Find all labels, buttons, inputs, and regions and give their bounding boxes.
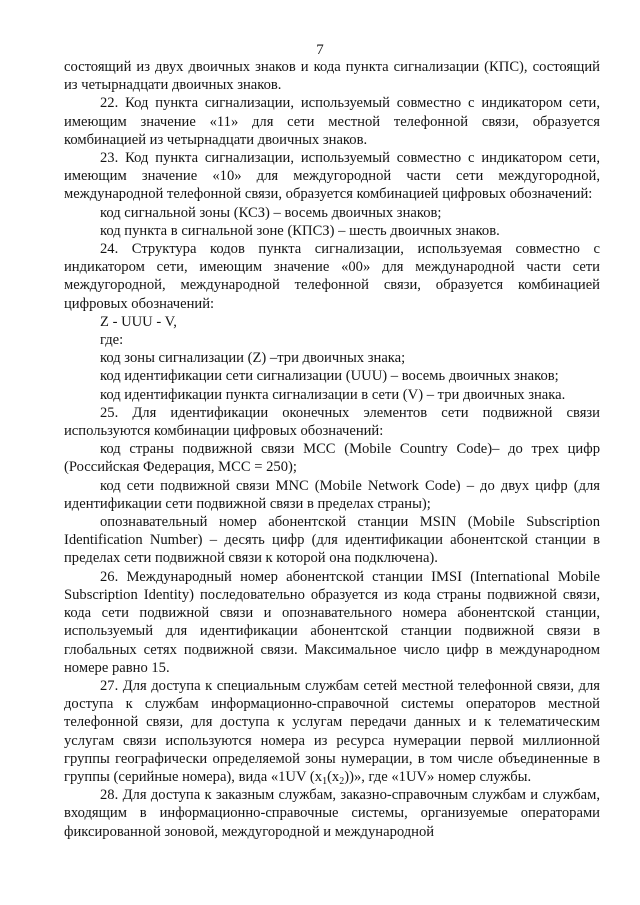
- where-label: где:: [100, 332, 124, 349]
- page-number: 7: [316, 42, 324, 58]
- paragraph-27-text: ))», где «1UV» номер службы.: [344, 768, 532, 785]
- subscript: 1: [322, 775, 328, 787]
- paragraph-23: 23. Код пункта сигнализации, используемый совместно с индикатором сети, имеющим значение «10» для междугородной части сети междугородной, международной телефонной связи, образуется комбинацией цифровых обозначений:: [64, 150, 600, 203]
- list-item: код сети подвижной связи MNC (Mobile Network Code) – до двух цифр (для идентификации сети подвижной связи в пределах страны);: [64, 477, 600, 512]
- subscript: 2: [339, 775, 345, 787]
- paragraph-27-text: (x: [327, 768, 340, 785]
- paragraph-27-text: 27. Для доступа к специальным службам сетей местной телефонной связи, для доступа к службам информационно-справочной системы операторов местной телефонной связи, для доступа к услугам передачи данных и к телематическим услугам связи используются номера из ресурса нумерации первой миллионной группы географически определяемой зоны нумерации, в том числе объединенные в группы (серийные номера), вида «1UV (x: [64, 677, 600, 785]
- list-item: код идентификации сети сигнализации (UUU) – восемь двоичных знаков;: [100, 368, 559, 385]
- paragraph-continued: состоящий из двух двоичных знаков и кода пункта сигнализации (КПС), состоящий из четырнадцати двоичных знаков.: [64, 59, 600, 94]
- paragraph-28: 28. Для доступа к заказным службам, заказно-справочным службам и службам, входящим в информационно-справочные системы, организуемые операторами фиксированной зоновой, междугородной и международной: [64, 787, 600, 840]
- list-item: опознавательный номер абонентской станции MSIN (Mobile Subscription Identification Number) – десять цифр (для идентификации абонентской станции в пределах сети подвижной связи к которой она подключена).: [64, 514, 600, 567]
- list-item: код сигнальной зоны (КСЗ) – восемь двоичных знаков;: [100, 204, 442, 221]
- list-item: код пункта в сигнальной зоне (КПСЗ) – шесть двоичных знаков.: [100, 222, 500, 239]
- formula-line: Z - UUU - V,: [100, 313, 177, 330]
- document-body: [64, 58, 600, 841]
- paragraph-24: 24. Структура кодов пункта сигнализации, используемая совместно с индикатором сети, имеющим значение «00» для международной части сети междугородной, международной телефонной связи, образуется комбинацией цифровых обозначений:: [64, 241, 600, 312]
- list-item: код идентификации пункта сигнализации в сети (V) – три двоичных знака.: [100, 386, 566, 403]
- paragraph-27: [64, 677, 600, 786]
- paragraph-26: 26. Международный номер абонентской станции IMSI (International Mobile Subscription Identity) последовательно образуется из кода страны подвижной связи, кода сети подвижной связи и опознавательного номера абонентской станции, используемый для идентификации абонентской станции подвижной связи в глобальных сетях подвижной связи. Максимальное число цифр в международном номере равно 15.: [64, 568, 600, 676]
- list-item: код зоны сигнализации (Z) –три двоичных знака;: [100, 350, 406, 367]
- list-item: код страны подвижной связи MCC (Mobile Country Code)– до трех цифр (Российская Федерация, MCC = 250);: [64, 441, 600, 476]
- paragraph-25: 25. Для идентификации оконечных элементов сети подвижной связи используются комбинации цифровых обозначений:: [64, 404, 600, 440]
- paragraph-22: 22. Код пункта сигнализации, используемый совместно с индикатором сети, имеющим значение «11» для сети местной телефонной связи, образуется комбинацией из четырнадцати двоичных знаков.: [64, 95, 600, 148]
